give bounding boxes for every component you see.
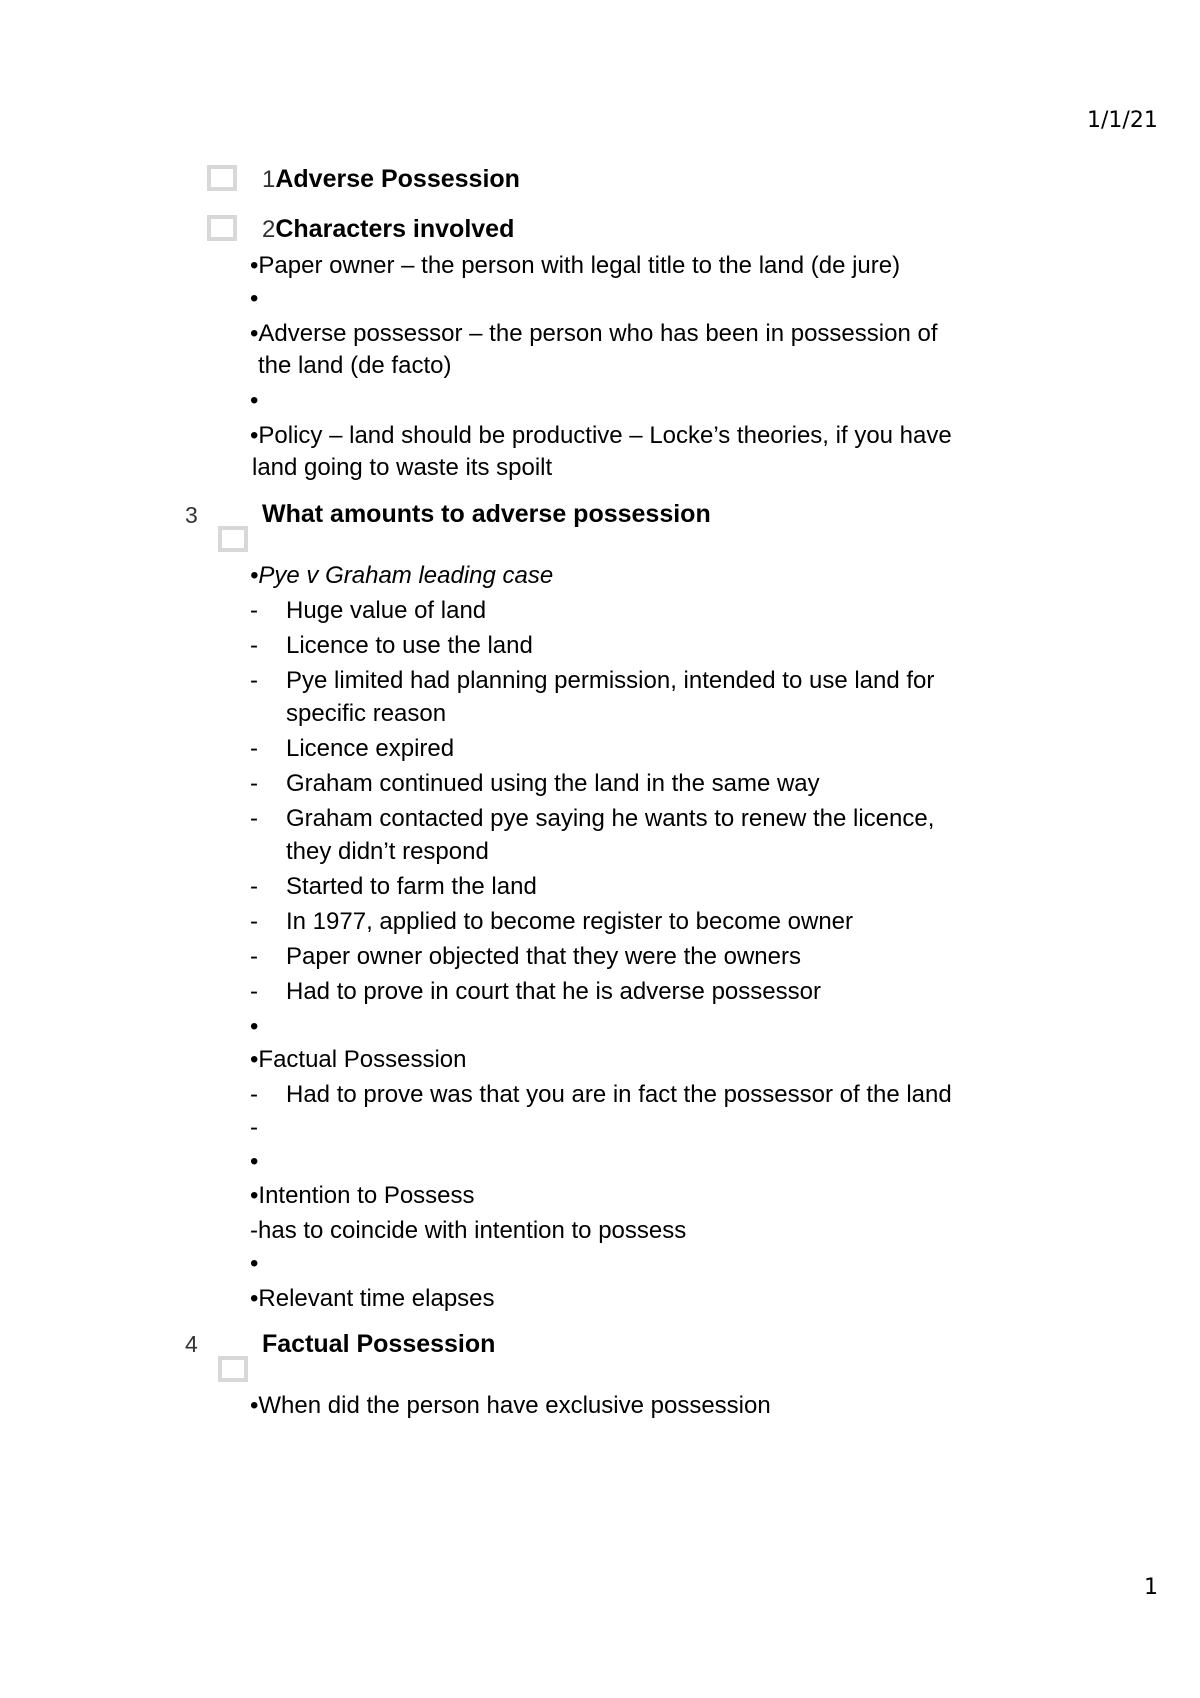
slide-2-line: the land (de facto) xyxy=(258,352,452,379)
list-item: Graham continued using the land in the same way xyxy=(286,770,820,797)
list-item: In 1977, applied to become register to become owner xyxy=(286,908,854,935)
dash-icon: - xyxy=(250,632,258,659)
slide-2-title: Characters involved xyxy=(275,215,515,243)
slide-4-title: Factual Possession xyxy=(262,1330,496,1358)
slide-4-number: 4 xyxy=(185,1331,198,1357)
slide-2-line: land going to waste its spoilt xyxy=(252,454,553,481)
slide-4-line: •When did the person have exclusive possession xyxy=(250,1392,771,1419)
list-item: Licence expired xyxy=(286,735,455,762)
slide-2-line: • xyxy=(250,285,259,312)
dash-icon: - xyxy=(250,908,258,935)
list-item: Paper owner objected that they were the owners xyxy=(286,943,801,970)
slide-2-heading xyxy=(262,215,514,244)
list-item: Started to farm the land xyxy=(286,873,537,900)
factual-possession-label: •Factual Possession xyxy=(250,1046,467,1073)
case-lead: •Pye v Graham leading case xyxy=(250,562,554,589)
slide-1-heading xyxy=(262,165,520,194)
slide-2-line: •Paper owner – the person with legal title to the land (de jure) xyxy=(250,252,901,279)
dash-icon: - xyxy=(250,597,258,624)
slide-1-number: 1 xyxy=(262,166,276,193)
dash-icon: - xyxy=(250,805,258,832)
slide-4-checkbox-icon xyxy=(218,1356,248,1382)
dash-icon: - xyxy=(250,873,258,900)
dash-icon: - xyxy=(250,978,258,1005)
dash-icon: - xyxy=(250,770,258,797)
slide-2-checkbox-icon xyxy=(207,215,237,241)
slide-3-number: 3 xyxy=(185,502,198,528)
empty-bullet: • xyxy=(250,1148,259,1175)
dash-icon: - xyxy=(250,667,258,694)
date: 1/1/21 xyxy=(1087,108,1158,133)
slide-2-line: •Policy – land should be productive – Locke’s theories, if you have xyxy=(250,422,952,449)
factual-possession-item: Had to prove was that you are in fact the possessor of the land xyxy=(286,1081,952,1108)
list-item: Huge value of land xyxy=(286,597,487,624)
intention-item: -has to coincide with intention to possess xyxy=(250,1217,687,1244)
intention-label: •Intention to Possess xyxy=(250,1182,475,1209)
slide-2-line: • xyxy=(250,387,259,414)
slide-1-checkbox-icon xyxy=(207,165,237,191)
slide-3-title: What amounts to adverse possession xyxy=(262,500,711,528)
list-item: they didn’t respond xyxy=(286,838,489,865)
list-item: Graham contacted pye saying he wants to renew the licence, xyxy=(286,805,935,832)
relevant-time-label: •Relevant time elapses xyxy=(250,1285,495,1312)
list-item: specific reason xyxy=(286,700,447,727)
page-number: 1 xyxy=(1144,1575,1158,1600)
slide-3-checkbox-icon xyxy=(218,526,248,552)
slide-2-line: •Adverse possessor – the person who has been in possession of xyxy=(250,320,938,347)
dash-icon: - xyxy=(250,735,258,762)
empty-bullet: • xyxy=(250,1250,259,1277)
empty-bullet: • xyxy=(250,1013,259,1040)
dash-icon: - xyxy=(250,943,258,970)
dash-icon: - xyxy=(250,1114,258,1141)
list-item: Pye limited had planning permission, intended to use land for xyxy=(286,667,935,694)
list-item: Had to prove in court that he is adverse possessor xyxy=(286,978,821,1005)
slide-2-number: 2 xyxy=(262,216,276,243)
slide-1-title: Adverse Possession xyxy=(275,165,520,193)
dash-icon: - xyxy=(250,1081,258,1108)
list-item: Licence to use the land xyxy=(286,632,533,659)
